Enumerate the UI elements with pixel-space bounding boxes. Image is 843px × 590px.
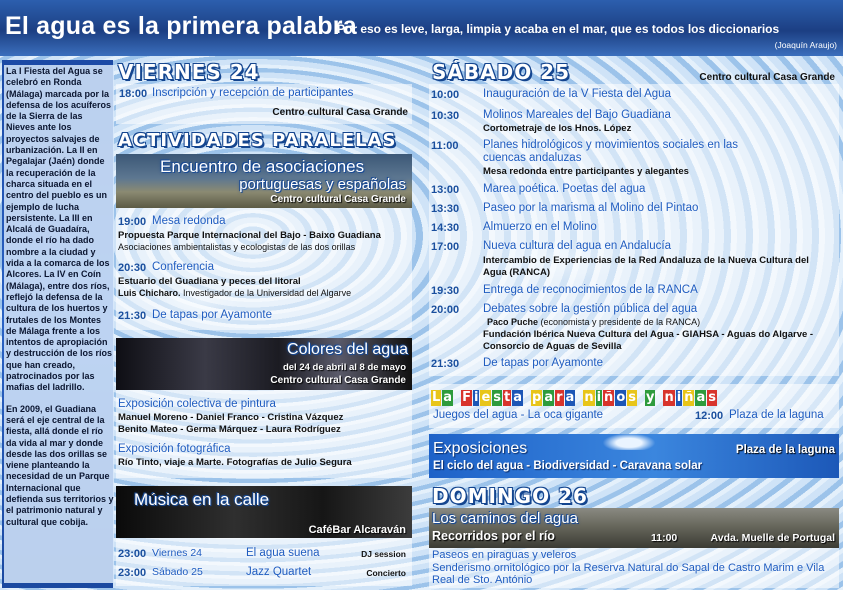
sabado-venue: Centro cultural Casa Grande: [699, 72, 835, 83]
musica-row-1-name: El agua suena: [246, 547, 320, 559]
ninos-activities: Juegos del agua - La oca gigante: [433, 409, 604, 421]
musica-row-1-type: DJ session: [361, 549, 406, 559]
viernes-time: 18:00: [119, 88, 148, 100]
ninos-title-letter: a: [544, 390, 554, 405]
sab-1300-time: 13:00: [431, 184, 460, 196]
exposiciones-place: Plaza de la laguna: [735, 444, 835, 456]
colores-title: Colores del agua: [287, 341, 408, 358]
musica-venue: CaféBar Alcaraván: [308, 524, 406, 536]
sab-1030-time: 10:30: [431, 110, 460, 122]
sab-2000-sub-2: Fundación Ibérica Nueva Cultura del Agua - GIAHSA - Aguas do Algarve - Consorcio de Aguas de Sevilla: [483, 329, 814, 352]
sab-2000-speaker: Paco Puche: [487, 317, 539, 327]
ninos-title: [431, 388, 718, 406]
ninos-time: 12:00: [695, 410, 724, 422]
ninos-title-letter: n: [584, 390, 594, 405]
ninos-title-letter: e: [481, 390, 491, 405]
viernes-event: Inscripción y recepción de participantes: [152, 87, 354, 99]
domingo-line-2: Senderismo ornitológico por la Reserva Natural do Sapal de Castro Marim e Vila Real de Sto. António: [432, 562, 825, 586]
ninos-title-letter: ñ: [684, 390, 694, 405]
sidebar-history: [2, 60, 113, 588]
actividades-heading: ACTIVIDADES PARALELAS: [118, 130, 397, 151]
ninos-title-letter: a: [513, 390, 523, 405]
ninos-title-letter: F: [462, 390, 471, 405]
ninos-title-letter: a: [696, 390, 706, 405]
sab-1100-time: 11:00: [431, 140, 459, 152]
recorridos-title: Recorridos por el río: [432, 529, 555, 543]
sab-1000-event: Inauguración de la V Fiesta del Agua: [483, 88, 671, 100]
encuentro-panel: [116, 154, 412, 330]
header-title: El agua es la primera palabra: [5, 12, 357, 40]
sab-1100-event: Planes hidrológicos y movimientos sociales en las cuencas andaluzas: [483, 139, 739, 164]
viernes-heading: VIERNES 24: [118, 60, 260, 84]
musica-title: Música en la calle: [134, 490, 270, 509]
colores-venue: Centro cultural Casa Grande: [270, 375, 406, 386]
sab-1700-event: Nueva cultura del agua en Andalucía: [483, 240, 671, 252]
ninos-title-letter: r: [556, 390, 563, 405]
tapas-viernes-event: De tapas por Ayamonte: [152, 309, 272, 321]
sab-2000-event: Debates sobre la gestión pública del agua: [483, 303, 698, 315]
mesa-time: 19:00: [118, 216, 147, 228]
ninos-title-letter: n: [664, 390, 674, 405]
musica-row-2-day: Sábado 25: [152, 566, 203, 578]
mesa-line-2: Asociaciones ambientalistas y ecologistas de las dos orillas: [118, 242, 356, 252]
ninos-title-letter: s: [628, 390, 636, 405]
exposiciones-panel: [429, 434, 839, 478]
colores-dates: del 24 de abril al 8 de mayo: [282, 362, 406, 373]
ninos-title-letter: o: [616, 390, 626, 405]
ninos-title-letter: ñ: [604, 390, 614, 405]
sab-1000-time: 10:00: [431, 89, 460, 101]
sab-1330-time: 13:30: [431, 203, 460, 215]
encuentro-title-2: portuguesas y españolas: [239, 176, 406, 193]
ninos-title-letter: a: [565, 390, 575, 405]
sab-2000-time: 20:00: [431, 304, 460, 316]
sabado-panel: [429, 84, 839, 376]
sab-1430-event: Almuerzo en el Molino: [483, 221, 597, 233]
sab-1030-sub: Cortometraje de los Hnos. López: [483, 123, 632, 134]
ninos-title-letter: L: [432, 390, 441, 405]
domingo-panel: [429, 508, 839, 588]
ninos-title-letter: a: [443, 390, 453, 405]
musica-panel: [116, 486, 412, 586]
header-quote: Por eso es leve, larga, limpia y acaba en el mar, que es todos los diccionarios: [337, 22, 780, 36]
conferencia-speaker: Luis Chicharo.: [118, 288, 181, 298]
pintura-artists-1: Manuel Moreno - Daniel Franco - Cristina Vázquez: [118, 412, 344, 423]
ninos-title-letter: y: [646, 390, 655, 405]
sab-1300-event: Marea poética. Poetas del agua: [483, 183, 646, 195]
ninos-title-letter: p: [532, 390, 542, 405]
domingo-place: Avda. Muelle de Portugal: [710, 532, 835, 544]
ninos-place: Plaza de la laguna: [729, 409, 824, 421]
domingo-line-1: Paseos en piraguas y veleros: [432, 549, 577, 561]
sab-2000-sub-1: [487, 317, 700, 327]
encuentro-title-1: Encuentro de asociaciones: [160, 157, 365, 176]
encuentro-venue: Centro cultural Casa Grande: [270, 194, 406, 205]
conferencia-line-1: Estuario del Guadiana y peces del litoral: [118, 276, 301, 287]
mesa-line-1: Propuesta Parque Internacional del Bajo - Baixo Guadiana: [118, 230, 381, 241]
sidebar-history-text: La I Fiesta del Agua se celebró en Ronda (Málaga) marcada por la defensa de los acuíferos de la Sierra de las Nieves ante los proyectos salvajes de urbanización. La II en Pegalajar (Jaén) donde la recuperación de la charca situada en el centro del pueblo es un ejemplo de lucha persistente. La III en Alcalá de Guadaíra, donde el río ha dado nombre a la ciudad y vida a la comarca de los Alcores. La IV en Coín (Málaga), entre dos ríos, reflejó la defensa de la cultura de los huertos y frutales de los Montes de Málaga frente a los intentos de apropiación y destrucción de los ríos que han creado, patrocinados por las mafias del ladrillo.: [6, 66, 113, 393]
header-quote-author: (Joaquín Araujo): [774, 40, 837, 50]
header-banner: [0, 0, 843, 56]
tapas-viernes-time: 21:30: [118, 310, 147, 322]
conferencia-event: Conferencia: [152, 261, 215, 273]
fotografica-desc: Río Tinto, viaje a Marte. Fotografías de Julio Segura: [118, 457, 352, 468]
sab-1930-time: 19:30: [431, 285, 460, 297]
ninos-title-letter: s: [493, 390, 502, 405]
musica-row-1-time: 23:00: [118, 548, 147, 560]
sab-1930-event: Entrega de reconocimientos de la RANCA: [483, 284, 698, 296]
ninos-title-letter: s: [708, 390, 717, 405]
mesa-event: Mesa redonda: [152, 215, 226, 227]
sab-1700-time: 17:00: [431, 241, 460, 253]
ninos-title-letter: i: [473, 390, 479, 405]
sab-1030-event: Molinos Mareales del Bajo Guadiana: [483, 109, 671, 121]
conferencia-line-2: [118, 288, 351, 298]
sab-2000-speaker-role: (economista y presidente de la RANCA): [538, 317, 701, 327]
caminos-title: Los caminos del agua: [432, 510, 578, 527]
viernes-venue: Centro cultural Casa Grande: [272, 107, 408, 118]
conferencia-speaker-role: Investigador de la Universidad del Algarve: [180, 288, 352, 298]
musica-row-2-type: Concierto: [366, 568, 406, 578]
ninos-title-letter: i: [676, 390, 682, 405]
sidebar-2009-text: En 2009, el Guadiana será el eje central de la fiesta, allá donde el río da vida al mar y donde desde las dos orillas se viene planteando la necesidad de un Parque Internacional que defienda sus territorios y el patrimonio natural y cultural que cobija.: [6, 403, 114, 527]
ninos-title-letter: i: [596, 390, 602, 405]
musica-row-2-time: 23:00: [118, 567, 147, 579]
exposiciones-title: Exposiciones: [433, 440, 528, 457]
ninos-title-letter: t: [504, 390, 511, 405]
conferencia-time: 20:30: [118, 262, 147, 274]
exposiciones-items: El ciclo del agua - Biodiversidad - Caravana solar: [433, 460, 703, 472]
musica-row-1-day: Viernes 24: [152, 547, 203, 559]
sab-2130-time: 21:30: [431, 358, 460, 370]
sabado-heading: SÁBADO 25: [432, 60, 571, 84]
dolphin-icon: [599, 432, 659, 450]
domingo-heading: DOMINGO 26: [432, 484, 588, 508]
colores-panel: [116, 338, 412, 478]
domingo-time: 11:00: [651, 532, 678, 544]
fotografica-title: Exposición fotográfica: [118, 443, 231, 455]
musica-row-2-name: Jazz Quartet: [246, 566, 312, 578]
sab-1430-time: 14:30: [431, 222, 460, 234]
sab-1700-sub: Intercambio de Experiencias de la Red Andaluza de la Nueva Cultura del Agua (RANCA): [483, 255, 809, 278]
sab-1330-event: Paseo por la marisma al Molino del Pintao: [483, 202, 699, 214]
pintura-artists-2: Benito Mateo - Germa Márquez - Laura Rodríguez: [118, 424, 341, 435]
sab-1100-sub: Mesa redonda entre participantes y alegantes: [483, 166, 689, 177]
pintura-title: Exposición colectiva de pintura: [118, 398, 276, 410]
ninos-panel: [429, 384, 839, 428]
sab-2130-event: De tapas por Ayamonte: [483, 357, 603, 369]
viernes-panel: [116, 84, 412, 124]
